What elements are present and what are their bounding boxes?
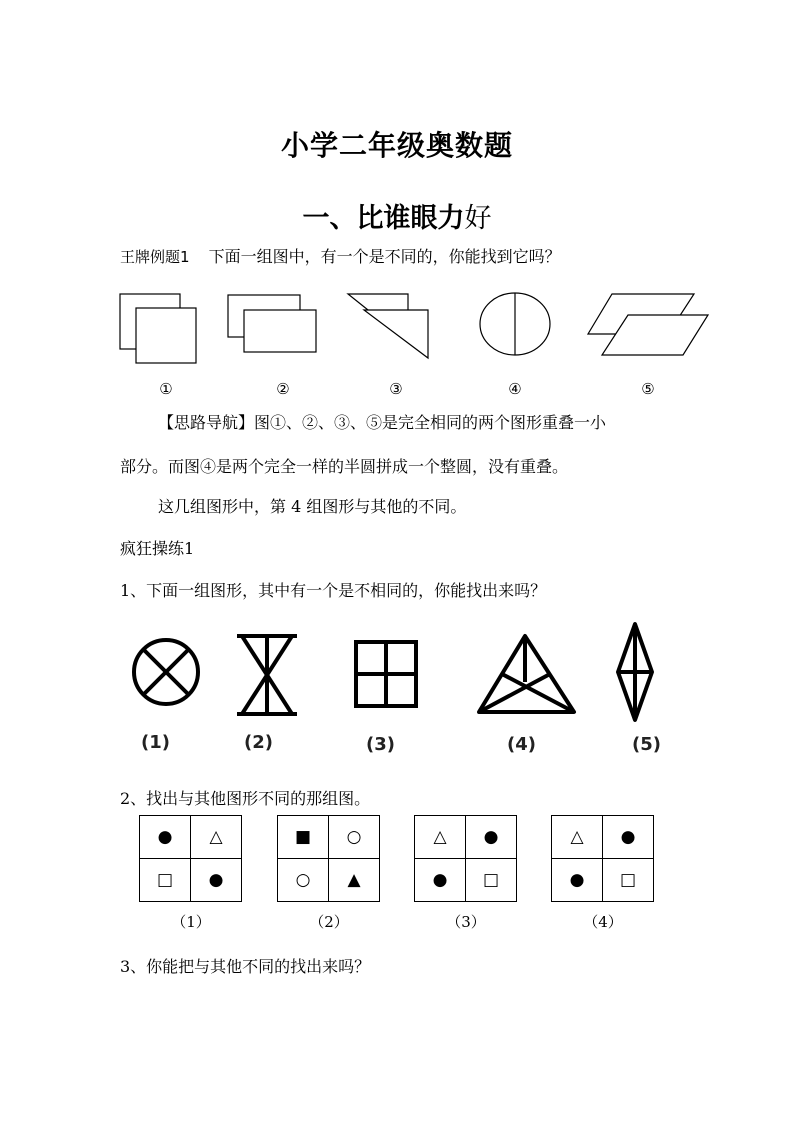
- analysis-line-1: 【思路导航】图①、②、③、⑤是完全相同的两个图形重叠一小: [158, 413, 607, 432]
- grid-cell: △: [552, 816, 603, 859]
- q2-grid-4: [551, 815, 654, 902]
- q1-figure-square-grid: [356, 642, 416, 706]
- q1-figures: [0, 620, 794, 730]
- grid-cell: ■: [278, 816, 329, 859]
- figure-label-1: ①: [159, 380, 173, 398]
- grid-cell: △: [415, 816, 466, 859]
- figure-3-overlapping-triangles: [348, 294, 428, 358]
- q1-figure-circle-cross: [134, 640, 198, 704]
- example-line: [120, 244, 561, 267]
- grid-cell: ●: [552, 859, 603, 902]
- analysis-conclusion: 这几组图形中，第 4 组图形与其他的不同。: [158, 497, 467, 516]
- figure-1-overlapping-squares: [120, 294, 196, 363]
- q2-label-4: （4）: [583, 913, 623, 931]
- grid-cell: ○: [329, 816, 380, 859]
- q2-grid-2: [277, 815, 380, 902]
- figure-2-overlapping-rectangles: [228, 295, 316, 352]
- question-1: 1、下面一组图形，其中有一个是不相同的，你能找出来吗？: [120, 581, 547, 600]
- grid-cell: ●: [466, 816, 517, 859]
- q2-label-3: （3）: [446, 913, 486, 931]
- q1-label-3: (3): [366, 734, 395, 755]
- question-3: 3、你能把与其他不同的找出来吗？: [120, 957, 371, 976]
- figure-label-3: ③: [389, 380, 403, 398]
- q2-grid-1: [139, 815, 242, 902]
- example-figures: [0, 290, 794, 390]
- grid-cell: ●: [415, 859, 466, 902]
- figure-label-4: ④: [508, 380, 522, 398]
- grid-cell: □: [466, 859, 517, 902]
- grid-cell: ○: [278, 859, 329, 902]
- question-2: 2、找出与其他图形不同的那组图。: [120, 789, 371, 808]
- practice-heading: 疯狂操练1: [120, 539, 195, 558]
- grid-cell: △: [191, 816, 242, 859]
- section-title: 一、比谁眼力好: [302, 203, 492, 234]
- analysis-line-2: 部分。而图④是两个完全一样的半圆拼成一个整圆，没有重叠。: [120, 457, 569, 476]
- q2-label-1: （1）: [171, 913, 211, 931]
- grid-cell: ▲: [329, 859, 380, 902]
- page-title: 小学二年级奥数题: [280, 129, 513, 162]
- q1-label-4: (4): [507, 734, 536, 755]
- figure-5-overlapping-parallelograms: [588, 294, 708, 355]
- figure-4-circle-halves: [480, 293, 550, 355]
- grid-cell: ●: [603, 816, 654, 859]
- grid-cell: ●: [140, 816, 191, 859]
- q1-figure-triangle-medians: [479, 636, 574, 712]
- q1-label-1: (1): [141, 732, 170, 753]
- q2-grid-3: [414, 815, 517, 902]
- grid-cell: □: [140, 859, 191, 902]
- q1-figure-hourglass: [237, 636, 297, 714]
- figure-label-5: ⑤: [641, 380, 655, 398]
- figure-label-2: ②: [276, 380, 290, 398]
- example-question: 下面一组图中，有一个是不同的，你能找到它吗？: [208, 247, 561, 266]
- grid-cell: ●: [191, 859, 242, 902]
- q2-label-2: （2）: [309, 913, 349, 931]
- q1-label-5: (5): [632, 734, 661, 755]
- example-label: 王牌例题1: [120, 248, 190, 266]
- grid-cell: □: [603, 859, 654, 902]
- q1-label-2: (2): [244, 732, 273, 753]
- q1-figure-diamond: [618, 624, 652, 720]
